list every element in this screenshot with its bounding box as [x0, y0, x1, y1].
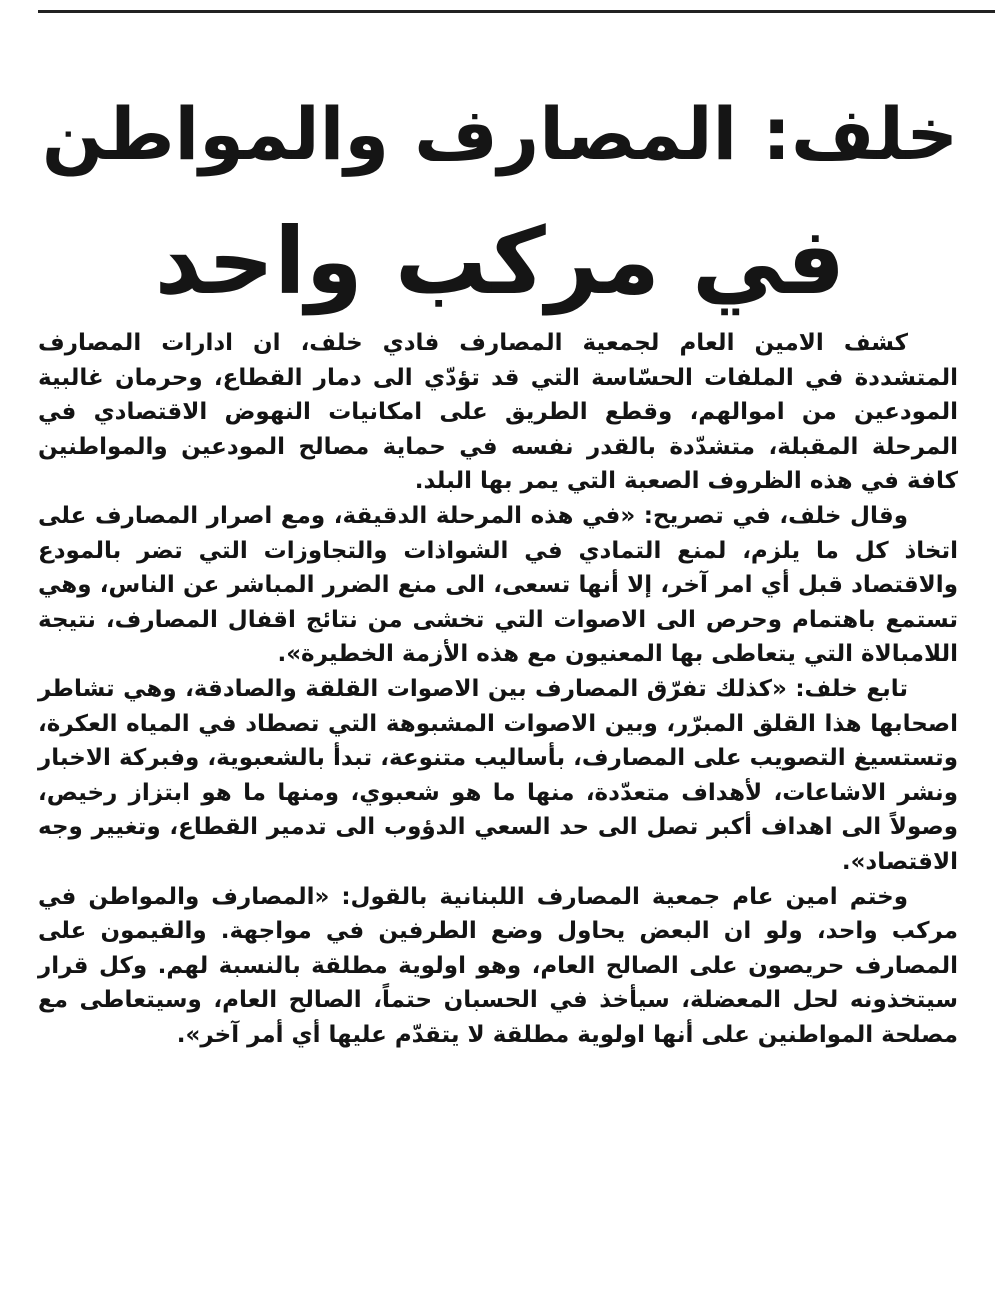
- paragraph-3: تابع خلف: «كذلك تفرّق المصارف بين الاصوات القلقة والصادقة، وهي تشاطر اصحابها هذا القلق المبرّر، وبين الاصوات المشبوهة التي تصطاد في المياه العكرة، وتستسيغ التصويب على المصارف، بأساليب متنوعة، تبدأ بالشعبوية، وفبركة الاخبار ونشر الاشاعات، لأهداف متعدّدة، منها ما هو شعبوي، ومنها ما هو ابتزاز رخيص، وصولاً الى اهداف أكبر تصل الى حد السعي الدؤوب الى تدمير القطاع، وتغيير وجه الاقتصاد».: [38, 675, 958, 875]
- top-rule: [38, 10, 995, 13]
- paragraph-1: كشف الامين العام لجمعية المصارف فادي خلف، ان ادارات المصارف المتشددة في الملفات الحسّاسة التي قد تؤدّي الى دمار القطاع، وحرمان غالبية المودعين من اموالهم، وقطع الطريق على امكانيات النهوض الاقتصادي في المرحلة المقبلة، متشدّدة بالقدر نفسه في حماية مصالح المودعين والمواطنين كافة في هذه الظروف الصعبة التي يمر بها البلد.: [38, 330, 958, 495]
- headline-line-2: في مركب واحد: [154, 208, 846, 315]
- paragraph-2: وقال خلف، في تصريح: «في هذه المرحلة الدقيقة، ومع اصرار المصارف على اتخاذ كل ما يلزم، لمنع التمادي في الشواذات والتجاوزات التي تضر بالمودع والاقتصاد قبل أي امر آخر، إلا أنها تسعى، الى منع الضرر المباشر عن الناس، وهي تستمع باهتمام وحرص الى الاصوات التي تخشى من نتائج اقفال المصارف، نتيجة اللامبالاة التي يتعاطى بها المعنيون مع هذه الأزمة الخطيرة».: [38, 502, 958, 668]
- headline-line-1: خلف: المصارف والمواطن: [41, 92, 959, 176]
- headline: [40, 70, 960, 326]
- article-body: [38, 326, 958, 1052]
- paragraph-4: وختم امين عام جمعية المصارف اللبنانية بالقول: «المصارف والمواطن في مركب واحد، ولو ان البعض يحاول وضع الطرفين في مواجهة. والقيمون على المصارف حريصون على الصالح العام، وهو اولوية مطلقة بالنسبة لهم. وكل قرار سيتخذونه لحل المعضلة، سيأخذ في الحسبان حتماً، الصالح العام، وسيتعاطى مع مصلحة المواطنين على أنها اولوية مطلقة لا يتقدّم عليها أي أمر آخر».: [38, 883, 958, 1048]
